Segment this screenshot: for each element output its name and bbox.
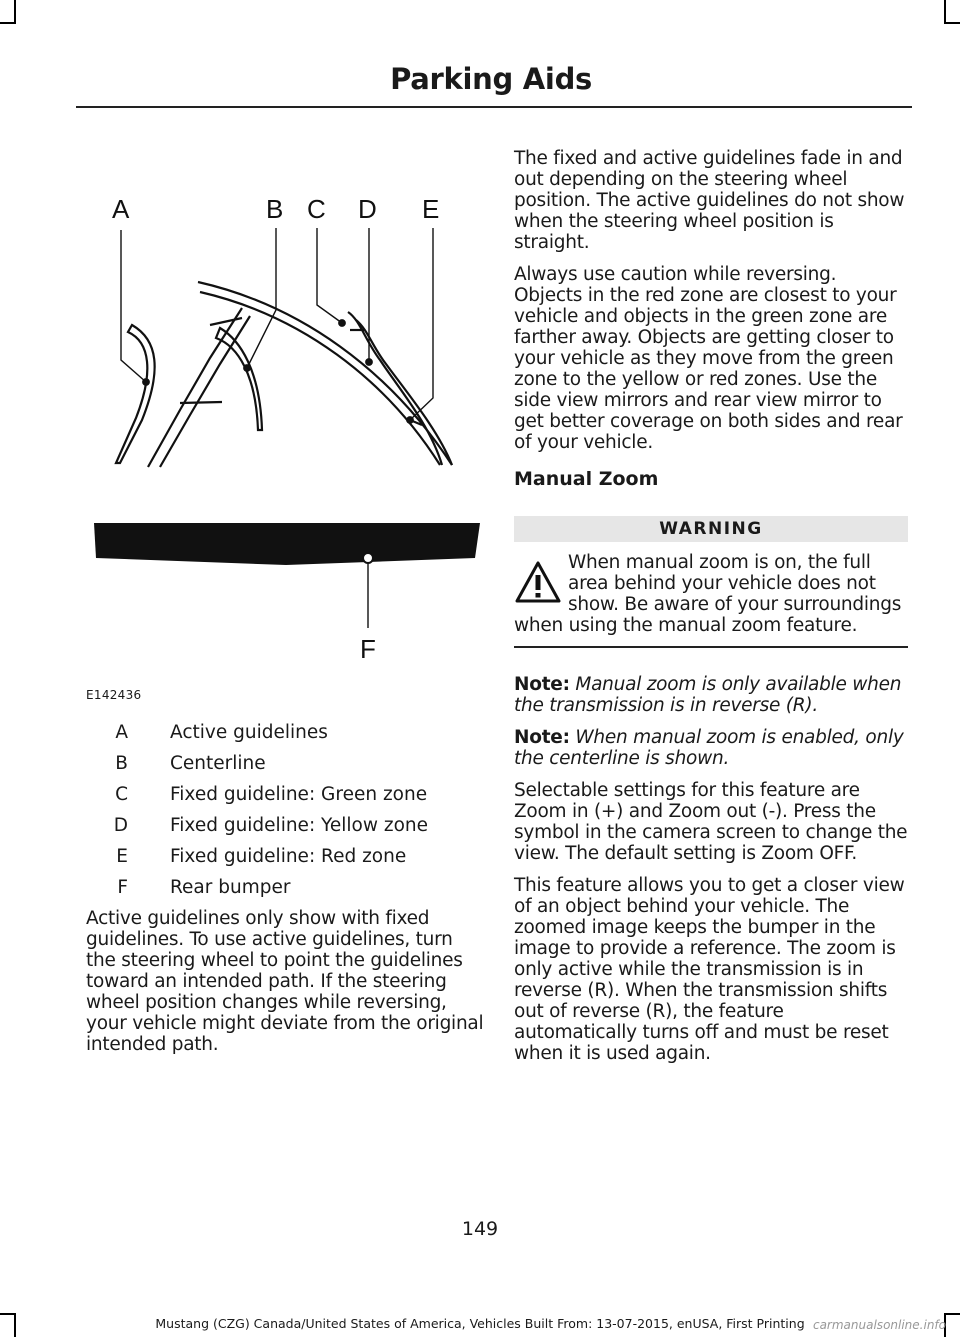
legend-row bbox=[86, 722, 486, 753]
rear-bumper bbox=[94, 523, 480, 565]
legend-text: Fixed guideline: Yellow zone bbox=[170, 815, 429, 836]
fixed-guideline-left bbox=[148, 308, 242, 467]
fixed-guideline-outer bbox=[198, 282, 452, 465]
legend-key: D bbox=[113, 815, 128, 836]
crop-mark bbox=[944, 0, 946, 22]
watermark: carmanualsonline.info bbox=[812, 1318, 946, 1332]
body-paragraph: The fixed and active guidelines fade in and out depending on the steering wheel position. The active guidelines do not show when the steering wheel position is straight. bbox=[514, 148, 905, 253]
warning-heading: WARNING bbox=[514, 516, 908, 542]
body-paragraph: This feature allows you to get a closer view of an object behind your vehicle. The zoomed image keeps the bumper in the image to provide a reference. The zoom is only active while the transmission is in reverse (R). When the transmission shifts out of reverse (R), the feature automatically turns off and must be reset when it is used again. bbox=[514, 875, 905, 1064]
callout-label-a: A bbox=[112, 194, 130, 224]
header-divider bbox=[76, 106, 912, 108]
crop-mark bbox=[0, 22, 16, 24]
zone-tick-left-2 bbox=[180, 402, 222, 403]
crop-mark bbox=[944, 22, 960, 24]
warning-triangle-icon bbox=[514, 558, 562, 606]
warning-body bbox=[514, 552, 908, 636]
callout-dot-f bbox=[363, 553, 373, 563]
legend-text: Fixed guideline: Red zone bbox=[170, 846, 407, 867]
warning-text: When manual zoom is on, the full area behind your vehicle does not show. Be aware of your surroundings when using the manual zoom feature. bbox=[514, 552, 902, 636]
callout-dot-b bbox=[244, 365, 250, 371]
callout-leader-c bbox=[317, 228, 342, 323]
note-label: Note: bbox=[514, 674, 570, 695]
section-heading: Manual Zoom bbox=[514, 468, 659, 490]
warning-box bbox=[514, 516, 908, 648]
legend-key: F bbox=[117, 877, 128, 898]
body-paragraph: Selectable settings for this feature are Zoom in (+) and Zoom out (-). Press the symbol in the camera screen to change the view. The default setting is Zoom OFF. bbox=[514, 780, 908, 864]
legend-key: C bbox=[115, 784, 128, 805]
legend-text: Rear bumper bbox=[170, 877, 291, 898]
callout-dot-c bbox=[339, 320, 345, 326]
body-paragraph: Always use caution while reversing. Objects in the red zone are closest to your vehicle and objects in the green zone are farther away. Objects are getting closer to your vehicle as they move from the green zone to the yellow or red zones. Use the side view mirrors and rear view mirror to get better coverage on both sides and rear of your vehicle. bbox=[514, 264, 903, 453]
legend-row bbox=[86, 877, 486, 908]
left-column bbox=[86, 908, 486, 1066]
footer-text: Mustang (CZG) Canada/United States of America, Vehicles Built From: 13-07-2015, enUSA, First Printing bbox=[155, 1316, 805, 1331]
callout-label-b: B bbox=[266, 194, 284, 224]
legend-key: A bbox=[115, 722, 128, 743]
fixed-guideline-right bbox=[348, 312, 442, 465]
callout-label-d: D bbox=[358, 194, 377, 224]
callout-label-e: E bbox=[422, 194, 440, 224]
callout-leader-a bbox=[121, 230, 146, 382]
callout-dot-d bbox=[366, 359, 372, 365]
centerline bbox=[216, 328, 262, 430]
rear-camera-guidelines-diagram bbox=[80, 180, 490, 705]
right-column bbox=[514, 148, 908, 1075]
note-text: Manual zoom is only available when the transmission is in reverse (R). bbox=[514, 674, 902, 716]
zone-tick-left-1 bbox=[210, 318, 242, 325]
callout-dot-e bbox=[407, 417, 413, 423]
legend-text: Fixed guideline: Green zone bbox=[170, 784, 428, 805]
body-paragraph: Active guidelines only show with fixed guidelines. To use active guidelines, turn the steering wheel to point the guidelines toward an intended path. If the steering wheel position changes while reversing, your vehicle might deviate from the original intended path. bbox=[86, 908, 484, 1055]
legend-row bbox=[86, 753, 486, 784]
note bbox=[514, 674, 908, 716]
figure-code: E142436 bbox=[86, 688, 142, 702]
legend-list bbox=[86, 722, 486, 908]
active-guideline-left bbox=[116, 325, 155, 463]
note-text: When manual zoom is enabled, only the centerline is shown. bbox=[514, 727, 904, 769]
legend-row bbox=[86, 815, 486, 846]
legend-key: E bbox=[116, 846, 128, 867]
page-number: 149 bbox=[461, 1218, 499, 1240]
fixed-guideline-left-inner bbox=[160, 316, 250, 467]
callout-label-c: C bbox=[307, 194, 326, 224]
crop-mark bbox=[14, 0, 16, 22]
legend-row bbox=[86, 846, 486, 877]
page-title: Parking Aids bbox=[390, 62, 592, 96]
note bbox=[514, 727, 908, 769]
note-label: Note: bbox=[514, 727, 570, 748]
callout-dot-a bbox=[143, 379, 149, 385]
legend-row bbox=[86, 784, 486, 815]
callout-leader-e bbox=[410, 228, 433, 420]
callout-label-f: F bbox=[360, 634, 376, 664]
crop-mark bbox=[944, 1313, 960, 1315]
legend-text: Centerline bbox=[170, 753, 266, 774]
legend-text: Active guidelines bbox=[170, 722, 328, 743]
crop-mark bbox=[0, 1313, 16, 1315]
legend-key: B bbox=[115, 753, 128, 774]
